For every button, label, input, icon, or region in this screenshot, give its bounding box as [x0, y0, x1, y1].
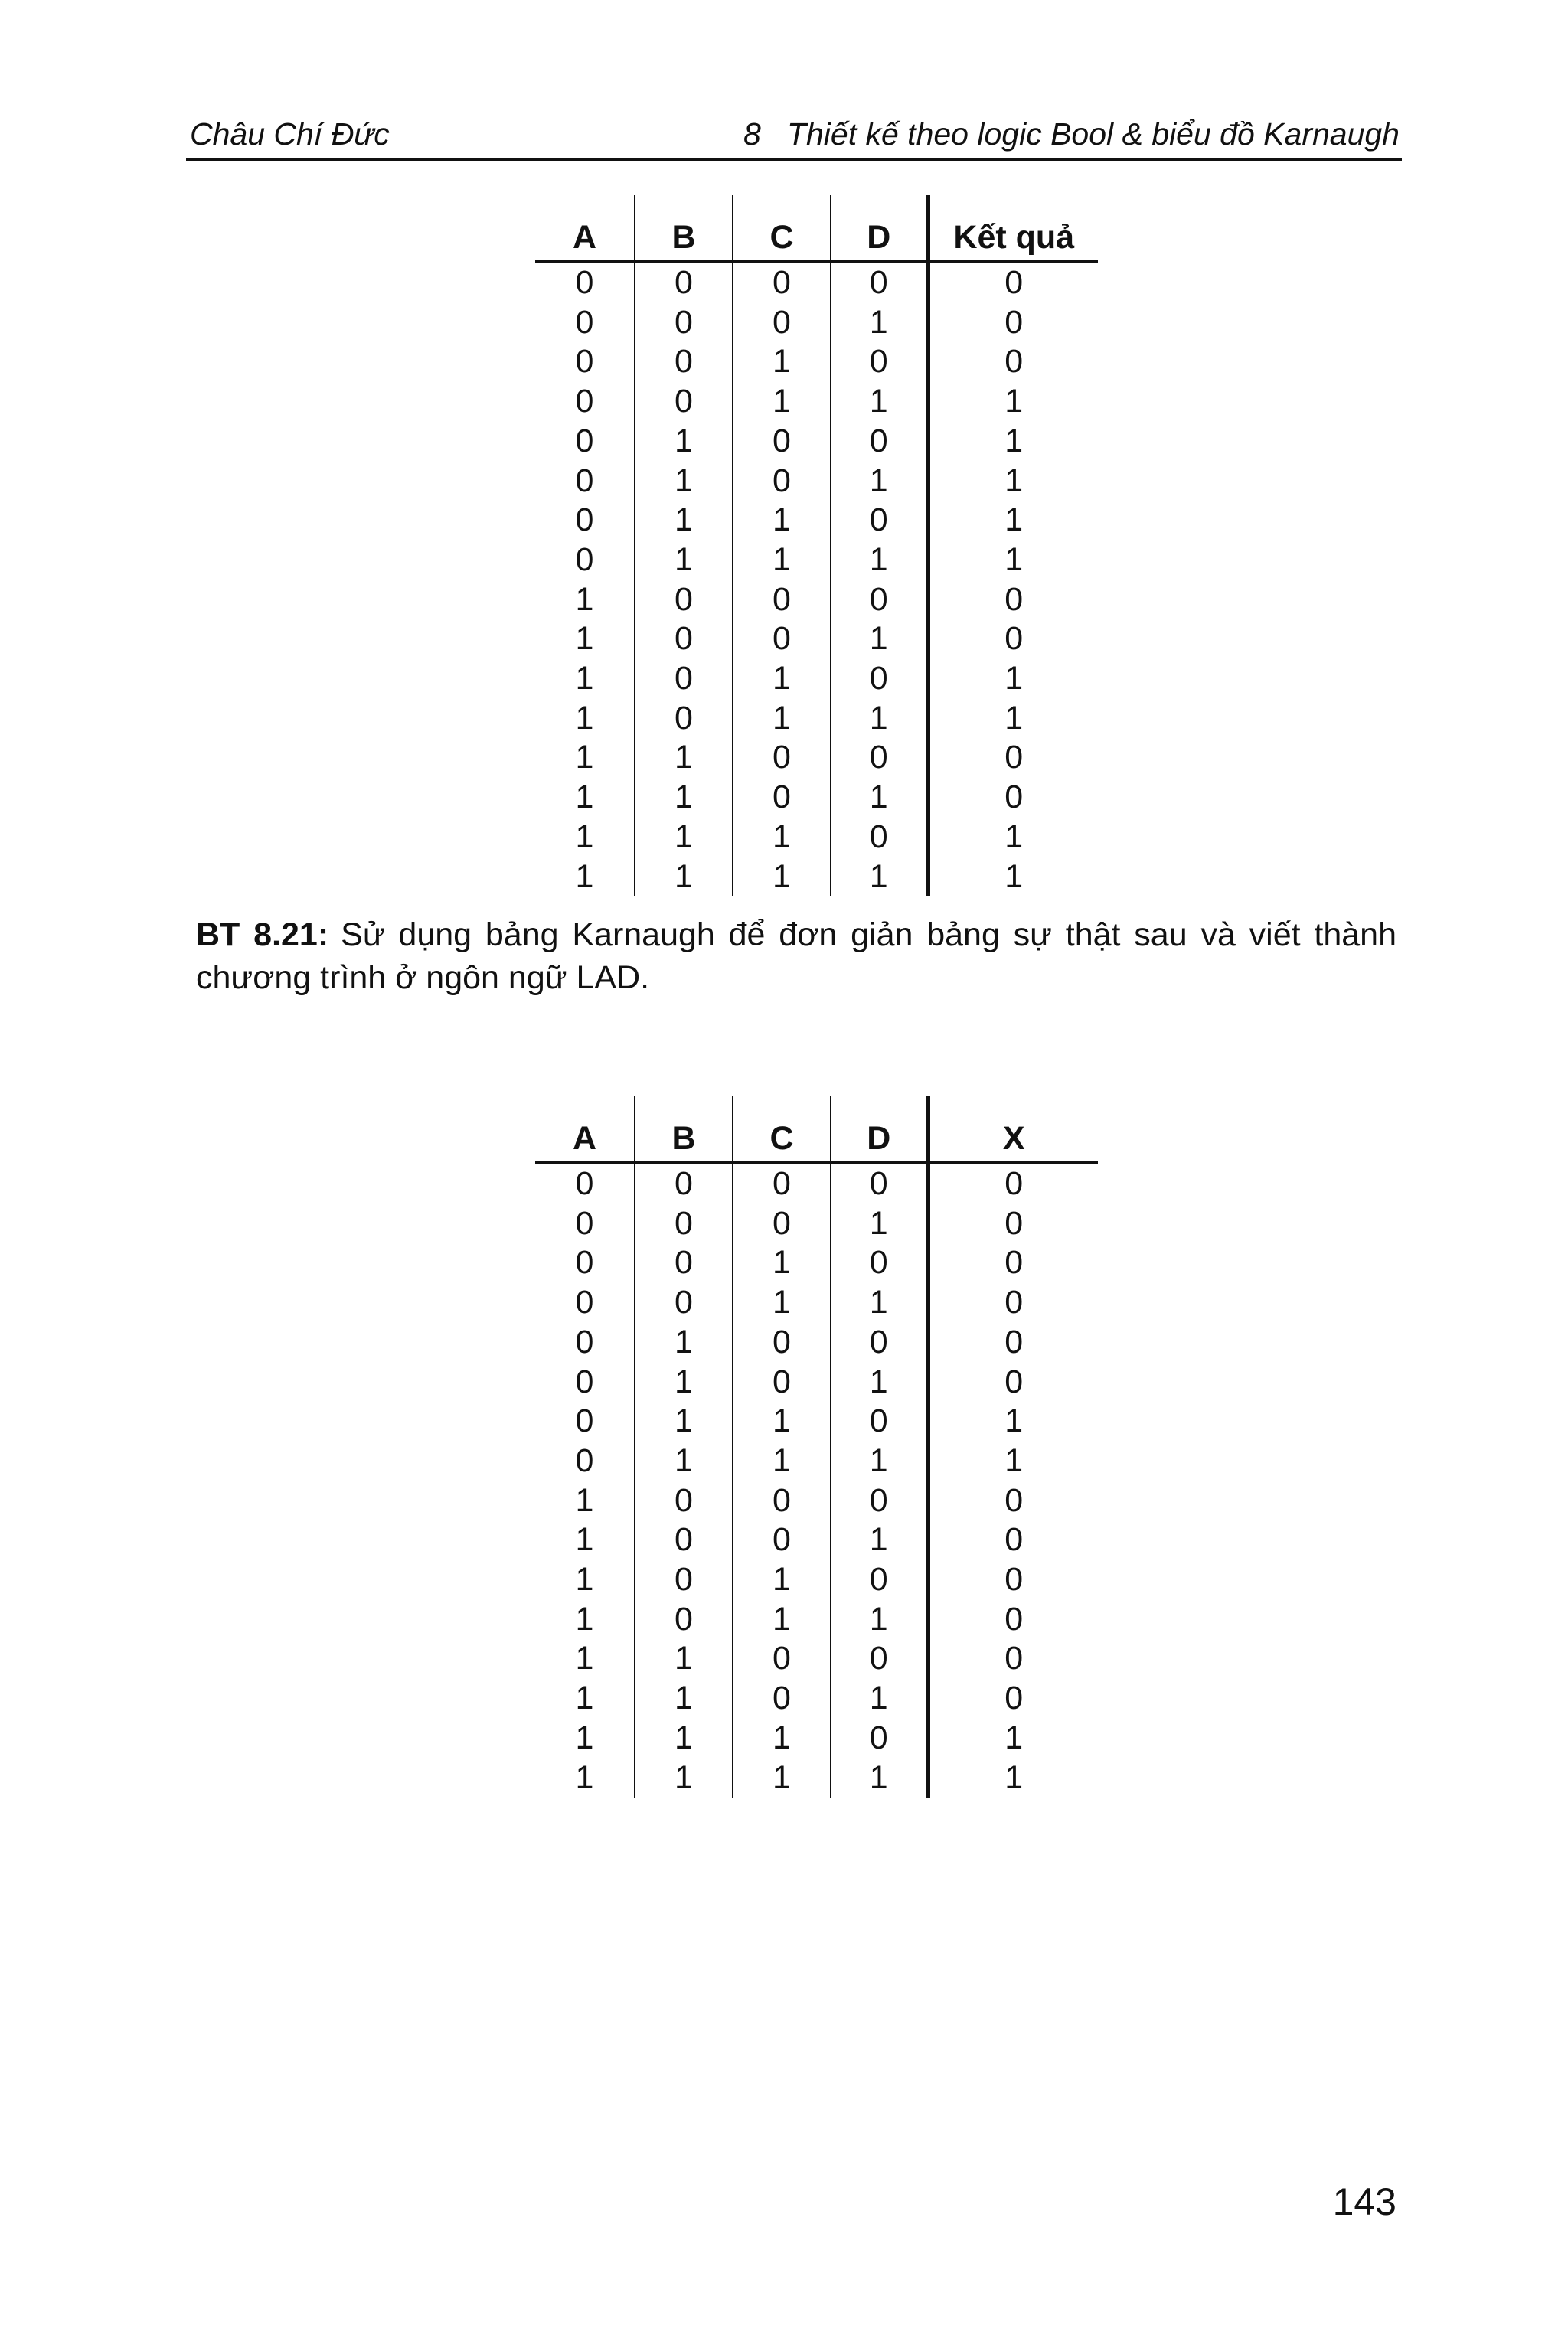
table-row — [535, 1283, 1098, 1323]
header-chapter: 8 Thiết kế theo logic Bool & biểu đồ Karnaugh — [743, 116, 1400, 152]
table-cell: 1 — [535, 1759, 635, 1798]
table-row — [535, 1639, 1098, 1679]
table-cell: 0 — [1004, 1600, 1024, 1638]
table-header-row — [535, 1096, 1098, 1163]
table-cell: 0 — [831, 422, 928, 462]
table-row — [535, 1163, 1098, 1204]
table-cell: 0 — [635, 303, 733, 343]
table-cell: 0 — [733, 462, 831, 501]
table-cell: 1 — [831, 1600, 928, 1640]
table-cell: 0 — [535, 1442, 635, 1481]
exercise-paragraph — [196, 913, 1396, 999]
table-cell: 1 — [535, 1679, 635, 1719]
table-cell: 1 — [635, 1442, 733, 1481]
table-cell: 1 — [1004, 422, 1024, 459]
table-cell: 0 — [733, 1363, 831, 1403]
table-cell: 0 — [1004, 739, 1024, 776]
table-cell: 0 — [733, 1204, 831, 1244]
table-cell: 0 — [635, 1560, 733, 1600]
exercise-text: Sử dụng bảng Karnaugh để đơn giản bảng sự thật sau và viết thành chương trình ở ngôn ngữ LAD. — [196, 916, 1396, 996]
column-header: X — [928, 1096, 1098, 1163]
table-cell: 0 — [733, 303, 831, 343]
table-cell: 1 — [635, 1759, 733, 1798]
table-row — [535, 540, 1098, 580]
table-cell: 1 — [831, 382, 928, 422]
table-row — [535, 501, 1098, 540]
table-cell: 0 — [831, 1323, 928, 1363]
table-cell: 0 — [831, 1639, 928, 1679]
table-cell: 0 — [535, 1283, 635, 1323]
table-cell: 1 — [1004, 501, 1024, 539]
table-cell: 1 — [535, 699, 635, 739]
table-cell: 0 — [535, 1243, 635, 1283]
table-cell: 0 — [831, 1560, 928, 1600]
table-cell: 1 — [535, 818, 635, 857]
table-row — [535, 422, 1098, 462]
table-row — [535, 1679, 1098, 1719]
table-cell: 1 — [635, 818, 733, 857]
table-cell: 1 — [535, 738, 635, 778]
table-cell: 1 — [733, 659, 831, 699]
table-cell: 1 — [831, 1204, 928, 1244]
table-cell: 0 — [535, 342, 635, 382]
table-cell: 0 — [535, 1163, 635, 1204]
table-cell: 0 — [733, 1481, 831, 1521]
table-cell: 1 — [635, 1639, 733, 1679]
table-cell: 1 — [733, 1243, 831, 1283]
exercise-label: BT 8.21: — [196, 916, 329, 953]
table-cell: 1 — [1004, 1719, 1024, 1756]
table-cell: 1 — [635, 778, 733, 818]
header-author: Châu Chí Đức — [190, 116, 390, 152]
table-cell: 0 — [1004, 343, 1024, 380]
table-cell: 1 — [635, 1679, 733, 1719]
table-cell: 0 — [831, 342, 928, 382]
table-row — [535, 303, 1098, 343]
table-cell: 0 — [635, 699, 733, 739]
table-cell: 0 — [733, 619, 831, 659]
table-cell: 0 — [1004, 779, 1024, 816]
table-cell: 1 — [535, 619, 635, 659]
table-cell: 0 — [535, 1363, 635, 1403]
table-row — [535, 1402, 1098, 1442]
table-cell: 1 — [635, 540, 733, 580]
table-cell: 1 — [831, 1759, 928, 1798]
table-row — [535, 1243, 1098, 1283]
table-cell: 0 — [831, 659, 928, 699]
table-cell: 1 — [831, 778, 928, 818]
table-row — [535, 659, 1098, 699]
table-cell: 0 — [535, 501, 635, 540]
table-cell: 1 — [535, 1719, 635, 1759]
table-cell: 0 — [1004, 303, 1024, 341]
page-number: 143 — [1332, 2180, 1396, 2223]
table-row — [535, 580, 1098, 620]
table-cell: 1 — [1004, 540, 1024, 578]
table-cell: 0 — [1004, 1284, 1024, 1321]
table-cell: 1 — [733, 1600, 831, 1640]
table-cell: 0 — [635, 580, 733, 620]
table-cell: 0 — [831, 501, 928, 540]
table-cell: 0 — [635, 262, 733, 303]
table-header-row — [535, 195, 1098, 262]
table-cell: 0 — [831, 580, 928, 620]
table-cell: 0 — [535, 1204, 635, 1244]
column-header: B — [635, 195, 733, 262]
table-row — [535, 699, 1098, 739]
table-row — [535, 1363, 1098, 1403]
table-row — [535, 342, 1098, 382]
table-cell: 1 — [831, 1442, 928, 1481]
table-row — [535, 619, 1098, 659]
table-cell: 0 — [1004, 580, 1024, 618]
table-cell: 0 — [1004, 264, 1024, 301]
column-header: D — [831, 1096, 928, 1163]
table-cell: 1 — [535, 1520, 635, 1560]
table-cell: 1 — [733, 540, 831, 580]
table-cell: 1 — [733, 1759, 831, 1798]
table-cell: 1 — [733, 699, 831, 739]
table-cell: 1 — [831, 1283, 928, 1323]
table-cell: 0 — [733, 1520, 831, 1560]
page-header — [190, 115, 1400, 153]
table-row — [535, 1560, 1098, 1600]
column-header: C — [733, 195, 831, 262]
table-cell: 0 — [535, 1402, 635, 1442]
table-cell: 0 — [535, 262, 635, 303]
table-row — [535, 818, 1098, 857]
table-cell: 0 — [635, 1204, 733, 1244]
table-cell: 1 — [733, 1442, 831, 1481]
table-cell: 0 — [1004, 1561, 1024, 1599]
table-cell: 0 — [1004, 1244, 1024, 1282]
table-cell: 1 — [635, 462, 733, 501]
table-cell: 1 — [635, 501, 733, 540]
table-cell: 1 — [733, 1719, 831, 1759]
table-cell: 0 — [635, 659, 733, 699]
table-cell: 1 — [635, 1323, 733, 1363]
table-cell: 0 — [1004, 1481, 1024, 1519]
table-cell: 1 — [831, 1363, 928, 1403]
table-cell: 1 — [733, 1402, 831, 1442]
table-cell: 0 — [831, 1402, 928, 1442]
table-cell: 0 — [733, 1163, 831, 1204]
table-cell: 1 — [635, 738, 733, 778]
table-cell: 0 — [733, 1679, 831, 1719]
table-row — [535, 462, 1098, 501]
table-cell: 0 — [733, 580, 831, 620]
table-row — [535, 1481, 1098, 1521]
table-cell: 0 — [1004, 620, 1024, 658]
table-cell: 0 — [535, 303, 635, 343]
column-header: A — [535, 1096, 635, 1163]
table-cell: 0 — [635, 619, 733, 659]
table-cell: 0 — [635, 1163, 733, 1204]
table-row — [535, 382, 1098, 422]
table-row — [535, 1442, 1098, 1481]
table-cell: 1 — [635, 422, 733, 462]
table-cell: 1 — [535, 1600, 635, 1640]
table-cell: 1 — [831, 540, 928, 580]
table-cell: 1 — [1004, 818, 1024, 855]
table-cell: 0 — [635, 1481, 733, 1521]
table-cell: 1 — [535, 580, 635, 620]
table-cell: 0 — [635, 1520, 733, 1560]
truth-table-2 — [535, 1096, 1098, 1798]
table-row — [535, 1600, 1098, 1640]
table-cell: 0 — [831, 1163, 928, 1204]
table-cell: 0 — [1004, 1521, 1024, 1559]
header-rule — [186, 158, 1402, 161]
column-header: C — [733, 1096, 831, 1163]
column-header: B — [635, 1096, 733, 1163]
column-header: D — [831, 195, 928, 262]
table-row — [535, 1520, 1098, 1560]
table-cell: 1 — [535, 1481, 635, 1521]
table-cell: 1 — [535, 659, 635, 699]
table-cell: 0 — [831, 1481, 928, 1521]
table-cell: 0 — [733, 778, 831, 818]
table-cell: 1 — [535, 1639, 635, 1679]
table-row — [535, 1719, 1098, 1759]
table-cell: 1 — [733, 501, 831, 540]
table-cell: 0 — [831, 1719, 928, 1759]
table-cell: 0 — [831, 1243, 928, 1283]
table-cell: 1 — [535, 1560, 635, 1600]
table-cell: 1 — [535, 778, 635, 818]
table-cell: 1 — [1004, 857, 1024, 895]
table-row — [535, 778, 1098, 818]
table-cell: 0 — [733, 422, 831, 462]
table-row — [535, 857, 1098, 897]
table-cell: 1 — [733, 382, 831, 422]
table-cell: 0 — [733, 1323, 831, 1363]
table-cell: 0 — [535, 1323, 635, 1363]
table-row — [535, 738, 1098, 778]
table-cell: 1 — [831, 1679, 928, 1719]
table-cell: 0 — [831, 738, 928, 778]
table-cell: 1 — [733, 342, 831, 382]
table-cell: 1 — [1004, 660, 1024, 697]
table-cell: 0 — [635, 1600, 733, 1640]
table-cell: 0 — [635, 342, 733, 382]
table-cell: 1 — [1004, 1759, 1024, 1796]
table-cell: 1 — [1004, 462, 1024, 499]
table-cell: 0 — [635, 382, 733, 422]
table-cell: 1 — [1004, 1442, 1024, 1479]
table-cell: 0 — [1004, 1363, 1024, 1400]
table-cell: 1 — [831, 857, 928, 897]
table-cell: 1 — [635, 857, 733, 897]
table-row — [535, 1204, 1098, 1244]
table-cell: 1 — [733, 857, 831, 897]
table-cell: 0 — [1004, 1204, 1024, 1242]
table-cell: 0 — [733, 262, 831, 303]
table-cell: 0 — [535, 462, 635, 501]
table-cell: 1 — [635, 1402, 733, 1442]
table-cell: 0 — [1004, 1640, 1024, 1677]
table-row — [535, 262, 1098, 303]
table-cell: 1 — [733, 1560, 831, 1600]
table-cell: 0 — [535, 540, 635, 580]
table-cell: 0 — [535, 422, 635, 462]
table-cell: 0 — [1004, 1680, 1024, 1717]
table-cell: 1 — [733, 818, 831, 857]
table-cell: 0 — [635, 1243, 733, 1283]
table-cell: 0 — [831, 818, 928, 857]
table-cell: 0 — [1004, 1323, 1024, 1360]
table-cell: 0 — [1004, 1165, 1024, 1202]
table-cell: 1 — [831, 619, 928, 659]
table-cell: 1 — [635, 1719, 733, 1759]
table-cell: 0 — [831, 262, 928, 303]
table-cell: 1 — [635, 1363, 733, 1403]
table-cell: 1 — [831, 699, 928, 739]
table-row — [535, 1323, 1098, 1363]
table-cell: 0 — [535, 382, 635, 422]
table-cell: 1 — [1004, 699, 1024, 736]
table-cell: 1 — [733, 1283, 831, 1323]
truth-table-1 — [535, 195, 1098, 896]
table-cell: 0 — [635, 1283, 733, 1323]
table-cell: 0 — [733, 1639, 831, 1679]
column-header: A — [535, 195, 635, 262]
table-cell: 1 — [535, 857, 635, 897]
table-cell: 1 — [831, 1520, 928, 1560]
table-cell: 1 — [1004, 1403, 1024, 1440]
column-header: Kết quả — [928, 195, 1098, 262]
table-cell: 1 — [1004, 383, 1024, 420]
table-cell: 1 — [831, 462, 928, 501]
table-row — [535, 1759, 1098, 1798]
table-cell: 0 — [733, 738, 831, 778]
table-cell: 1 — [831, 303, 928, 343]
